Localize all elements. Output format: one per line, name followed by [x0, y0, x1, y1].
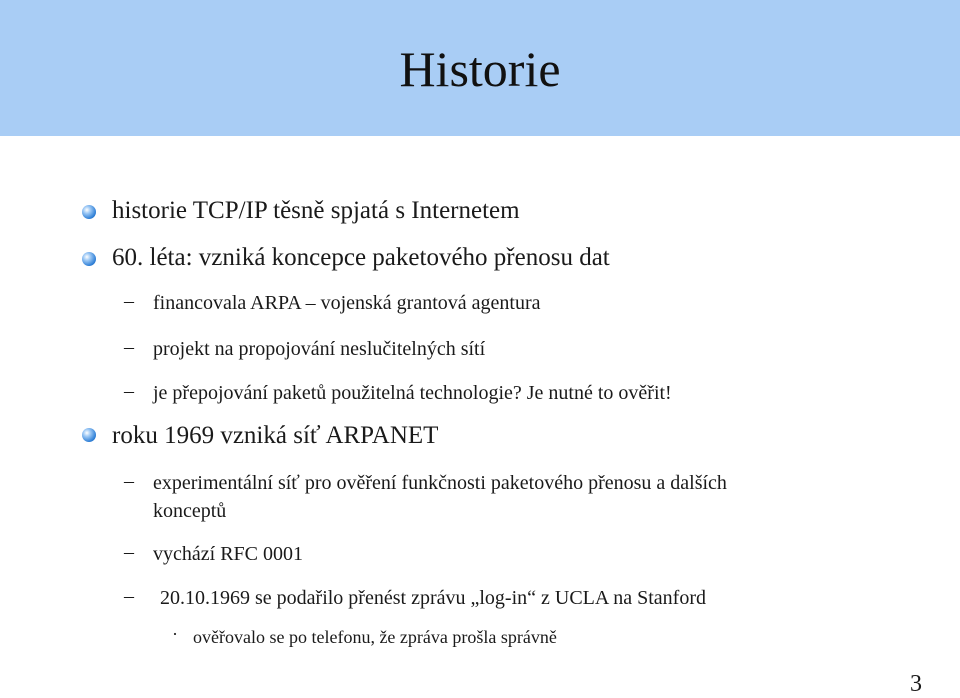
dash-marker: –	[124, 290, 134, 312]
dash-marker: –	[124, 380, 134, 402]
bullet-ball-icon	[82, 205, 96, 219]
dot-marker: ·	[172, 624, 178, 644]
page-number: 3	[910, 671, 922, 697]
dash-marker: –	[124, 541, 134, 563]
bullet-item: roku 1969 vzniká síť ARPANET	[112, 422, 439, 449]
sub-bullet-item: vychází RFC 0001	[153, 543, 303, 565]
sub-bullet-item: financovala ARPA – vojenská grantová agentura	[153, 292, 541, 314]
bullet-item: 60. léta: vzniká koncepce paketového přenosu dat	[112, 244, 610, 271]
bullet-ball-icon	[82, 252, 96, 266]
sub-bullet-item-continuation: konceptů	[153, 500, 227, 522]
sub-bullet-item: je přepojování paketů použitelná technologie? Je nutné to ověřit!	[153, 382, 672, 404]
sub-bullet-item: experimentální síť pro ověření funkčnosti paketového přenosu a dalších	[153, 472, 727, 494]
dash-marker: –	[124, 585, 134, 607]
sub-bullet-item: 20.10.1969 se podařilo přenést zprávu „log-in“ z UCLA na Stanford	[160, 587, 706, 609]
sub-sub-bullet-item: ověřovalo se po telefonu, že zpráva prošla správně	[193, 627, 557, 647]
bullet-ball-icon	[82, 428, 96, 442]
dash-marker: –	[124, 470, 134, 492]
sub-bullet-item: projekt na propojování neslučitelných sítí	[153, 338, 486, 360]
dash-marker: –	[124, 336, 134, 358]
slide-title: Historie	[399, 41, 561, 97]
bullet-item: historie TCP/IP těsně spjatá s Internetem	[112, 197, 520, 224]
